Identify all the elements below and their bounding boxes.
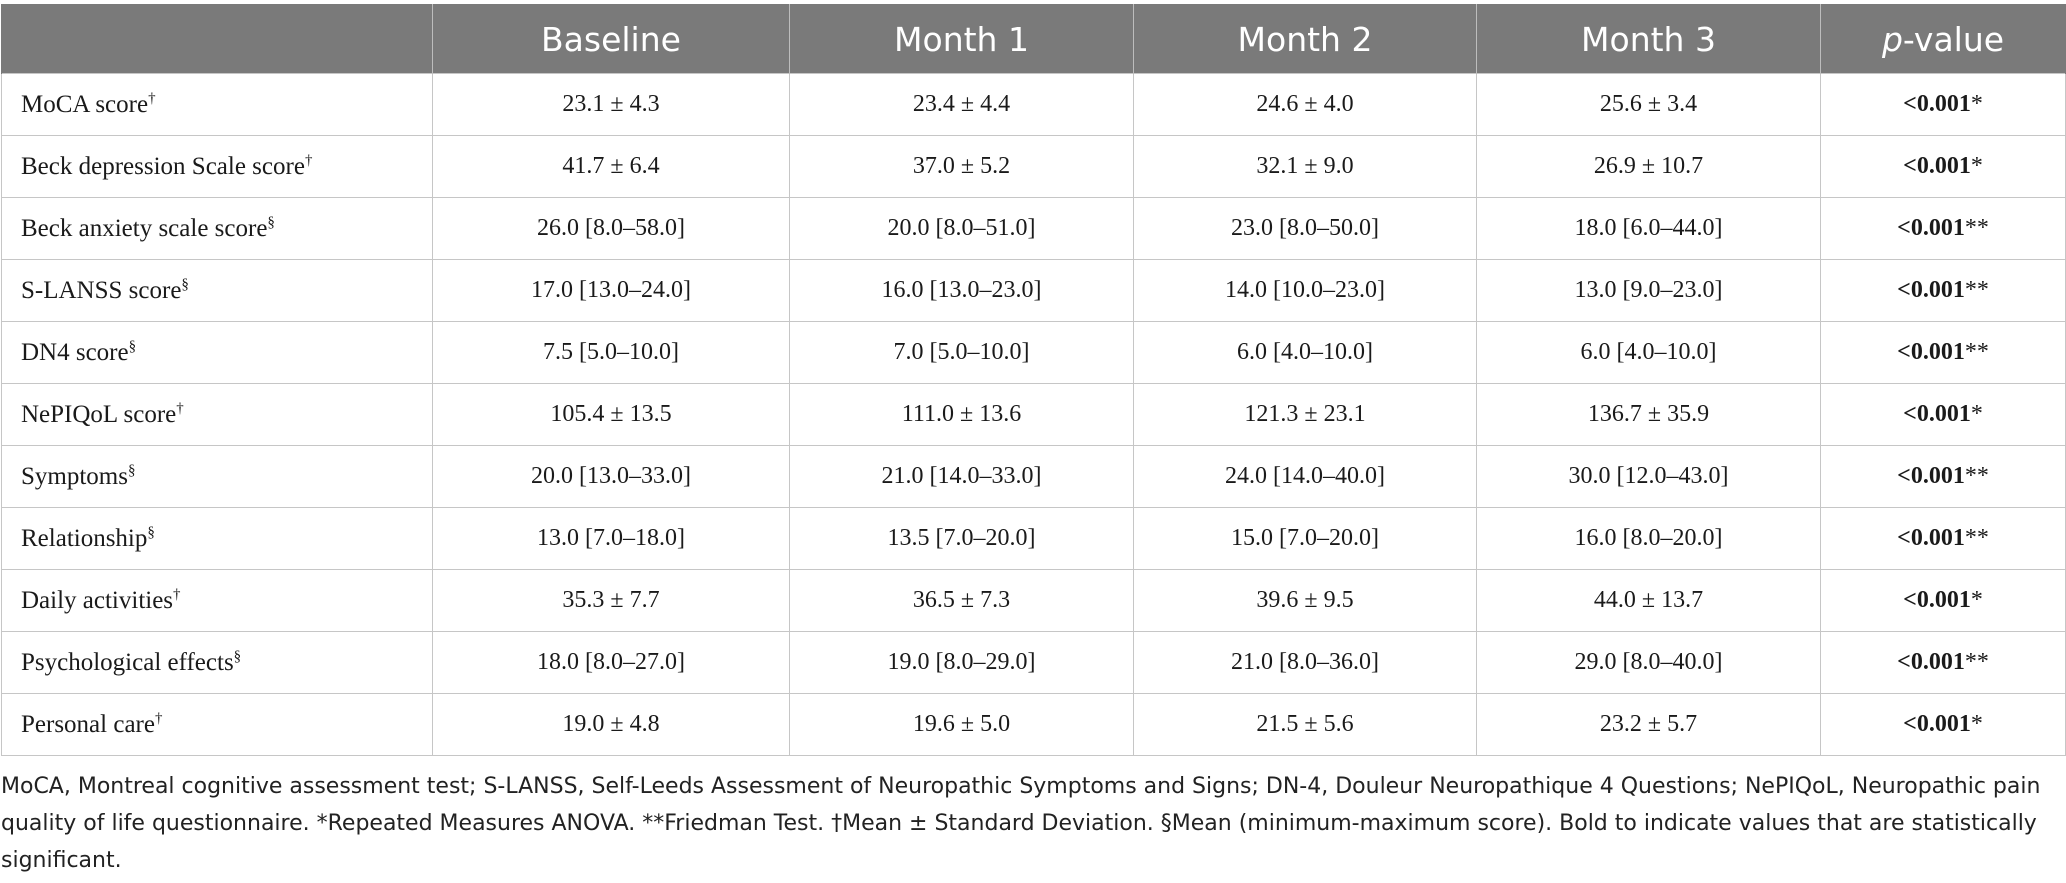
header-baseline: Baseline xyxy=(433,5,790,74)
baseline-cell: 20.0 [13.0–33.0] xyxy=(433,446,790,508)
month-2-cell: 121.3 ± 23.1 xyxy=(1134,384,1477,446)
row-label: MoCA score xyxy=(21,90,149,118)
month-3-cell: 23.2 ± 5.7 xyxy=(1477,694,1821,756)
p-value-bold: <0.001 xyxy=(1903,153,1971,179)
header-row xyxy=(2,5,2066,74)
row-label: Beck depression Scale score xyxy=(21,152,305,180)
header-month-3: Month 3 xyxy=(1477,5,1821,74)
month-1-cell: 16.0 [13.0–23.0] xyxy=(790,260,1134,322)
month-1-cell: 19.6 ± 5.0 xyxy=(790,694,1134,756)
month-1-cell: 111.0 ± 13.6 xyxy=(790,384,1134,446)
header-row-label xyxy=(2,5,433,74)
row-label-mark: § xyxy=(147,524,155,541)
p-value-test-mark: * xyxy=(1970,711,1983,737)
p-value-test-mark: ** xyxy=(1964,463,1989,489)
table-body xyxy=(2,74,2066,756)
baseline-cell: 41.7 ± 6.4 xyxy=(433,136,790,198)
p-value-bold: <0.001 xyxy=(1897,649,1965,675)
month-1-cell: 7.0 [5.0–10.0] xyxy=(790,322,1134,384)
baseline-cell: 17.0 [13.0–24.0] xyxy=(433,260,790,322)
p-value-cell xyxy=(1821,694,2066,756)
p-value-cell xyxy=(1821,74,2066,136)
row-label-cell xyxy=(2,74,433,136)
row-label: Symptoms xyxy=(21,462,128,490)
month-3-cell: 25.6 ± 3.4 xyxy=(1477,74,1821,136)
table-row xyxy=(2,570,2066,632)
month-3-cell: 44.0 ± 13.7 xyxy=(1477,570,1821,632)
header-month-2: Month 2 xyxy=(1134,5,1477,74)
table-row xyxy=(2,322,2066,384)
month-2-cell: 23.0 [8.0–50.0] xyxy=(1134,198,1477,260)
row-label: S-LANSS score xyxy=(21,276,182,304)
row-label-cell xyxy=(2,570,433,632)
table-row xyxy=(2,384,2066,446)
table-header xyxy=(2,5,2066,74)
p-value-cell xyxy=(1821,446,2066,508)
row-label: Daily activities xyxy=(21,586,174,614)
row-label-cell xyxy=(2,446,433,508)
header-p-value xyxy=(1821,5,2066,74)
row-label-cell xyxy=(2,136,433,198)
row-label-mark: † xyxy=(173,586,181,603)
month-3-cell: 30.0 [12.0–43.0] xyxy=(1477,446,1821,508)
table-row xyxy=(2,508,2066,570)
month-3-cell: 29.0 [8.0–40.0] xyxy=(1477,632,1821,694)
row-label-mark: § xyxy=(181,276,189,293)
month-2-cell: 14.0 [10.0–23.0] xyxy=(1134,260,1477,322)
table-row xyxy=(2,136,2066,198)
row-label-cell xyxy=(2,632,433,694)
p-value-bold: <0.001 xyxy=(1897,463,1965,489)
month-2-cell: 39.6 ± 9.5 xyxy=(1134,570,1477,632)
row-label-mark: § xyxy=(267,214,275,231)
month-1-cell: 21.0 [14.0–33.0] xyxy=(790,446,1134,508)
month-3-cell: 16.0 [8.0–20.0] xyxy=(1477,508,1821,570)
month-2-cell: 21.0 [8.0–36.0] xyxy=(1134,632,1477,694)
month-3-cell: 18.0 [6.0–44.0] xyxy=(1477,198,1821,260)
table-row xyxy=(2,694,2066,756)
p-value-test-mark: * xyxy=(1970,153,1983,179)
row-label: Relationship xyxy=(21,524,148,552)
month-3-cell: 136.7 ± 35.9 xyxy=(1477,384,1821,446)
row-label: Personal care xyxy=(21,710,155,738)
baseline-cell: 18.0 [8.0–27.0] xyxy=(433,632,790,694)
month-3-cell: 26.9 ± 10.7 xyxy=(1477,136,1821,198)
row-label: Beck anxiety scale score xyxy=(21,214,268,242)
row-label-mark: § xyxy=(233,648,242,665)
table-footnote: MoCA, Montreal cognitive assessment test; S-LANSS, Self-Leeds Assessment of Neuropathic Symptoms and Signs; DN-4, Douleur Neuropathique 4 Questions; NePIQoL, Neuropathic pain quality of life questionnaire. *Repeated Measures ANOVA. **Friedman Test. †Mean ± Standard Deviation. §Mean (minimum-maximum score). Bold to indicate values that are statistically significant. xyxy=(1,774,2041,873)
p-value-cell xyxy=(1821,508,2066,570)
row-label-cell xyxy=(2,384,433,446)
row-label: DN4 score xyxy=(21,338,129,366)
header-p-italic: p xyxy=(1881,19,1903,59)
baseline-cell: 19.0 ± 4.8 xyxy=(433,694,790,756)
p-value-bold: <0.001 xyxy=(1897,339,1965,365)
baseline-cell: 26.0 [8.0–58.0] xyxy=(433,198,790,260)
month-2-cell: 6.0 [4.0–10.0] xyxy=(1134,322,1477,384)
row-label-mark: † xyxy=(176,400,184,417)
row-label-mark: § xyxy=(128,338,137,355)
header-p-rest: -value xyxy=(1902,19,2005,59)
p-value-cell xyxy=(1821,260,2066,322)
p-value-test-mark: * xyxy=(1970,587,1983,613)
baseline-cell: 7.5 [5.0–10.0] xyxy=(433,322,790,384)
row-label: NePIQoL score xyxy=(21,400,177,428)
baseline-cell: 35.3 ± 7.7 xyxy=(433,570,790,632)
baseline-cell: 13.0 [7.0–18.0] xyxy=(433,508,790,570)
header-month-1: Month 1 xyxy=(790,5,1134,74)
p-value-bold: <0.001 xyxy=(1897,277,1965,303)
month-2-cell: 21.5 ± 5.6 xyxy=(1134,694,1477,756)
p-value-test-mark: ** xyxy=(1964,277,1989,303)
p-value-test-mark: * xyxy=(1970,91,1983,117)
p-value-bold: <0.001 xyxy=(1903,401,1971,427)
month-2-cell: 32.1 ± 9.0 xyxy=(1134,136,1477,198)
table-row xyxy=(2,260,2066,322)
month-2-cell: 24.6 ± 4.0 xyxy=(1134,74,1477,136)
month-1-cell: 19.0 [8.0–29.0] xyxy=(790,632,1134,694)
p-value-test-mark: ** xyxy=(1964,649,1989,675)
table-row xyxy=(2,74,2066,136)
month-1-cell: 23.4 ± 4.4 xyxy=(790,74,1134,136)
month-1-cell: 36.5 ± 7.3 xyxy=(790,570,1134,632)
p-value-test-mark: ** xyxy=(1964,339,1989,365)
row-label-mark: † xyxy=(304,152,313,169)
baseline-cell: 105.4 ± 13.5 xyxy=(433,384,790,446)
p-value-cell xyxy=(1821,632,2066,694)
row-label-cell xyxy=(2,322,433,384)
p-value-test-mark: ** xyxy=(1964,215,1989,241)
month-1-cell: 13.5 [7.0–20.0] xyxy=(790,508,1134,570)
month-3-cell: 6.0 [4.0–10.0] xyxy=(1477,322,1821,384)
row-label-mark: † xyxy=(154,710,163,727)
row-label-cell xyxy=(2,508,433,570)
p-value-cell xyxy=(1821,322,2066,384)
month-2-cell: 15.0 [7.0–20.0] xyxy=(1134,508,1477,570)
table-row xyxy=(2,446,2066,508)
row-label: Psychological effects xyxy=(21,648,234,676)
p-value-bold: <0.001 xyxy=(1897,525,1965,551)
table-row xyxy=(2,198,2066,260)
row-label-cell xyxy=(2,694,433,756)
row-label-cell xyxy=(2,198,433,260)
month-1-cell: 37.0 ± 5.2 xyxy=(790,136,1134,198)
p-value-bold: <0.001 xyxy=(1903,711,1971,737)
results-table xyxy=(1,4,2066,756)
p-value-cell xyxy=(1821,570,2066,632)
month-3-cell: 13.0 [9.0–23.0] xyxy=(1477,260,1821,322)
table-row xyxy=(2,632,2066,694)
month-2-cell: 24.0 [14.0–40.0] xyxy=(1134,446,1477,508)
month-1-cell: 20.0 [8.0–51.0] xyxy=(790,198,1134,260)
p-value-bold: <0.001 xyxy=(1897,215,1965,241)
row-label-mark: § xyxy=(127,462,136,479)
baseline-cell: 23.1 ± 4.3 xyxy=(433,74,790,136)
p-value-test-mark: * xyxy=(1970,401,1983,427)
p-value-cell xyxy=(1821,198,2066,260)
p-value-cell xyxy=(1821,136,2066,198)
row-label-mark: † xyxy=(148,90,156,107)
p-value-cell xyxy=(1821,384,2066,446)
p-value-bold: <0.001 xyxy=(1903,91,1971,117)
row-label-cell xyxy=(2,260,433,322)
p-value-test-mark: ** xyxy=(1964,525,1989,551)
p-value-bold: <0.001 xyxy=(1903,587,1971,613)
